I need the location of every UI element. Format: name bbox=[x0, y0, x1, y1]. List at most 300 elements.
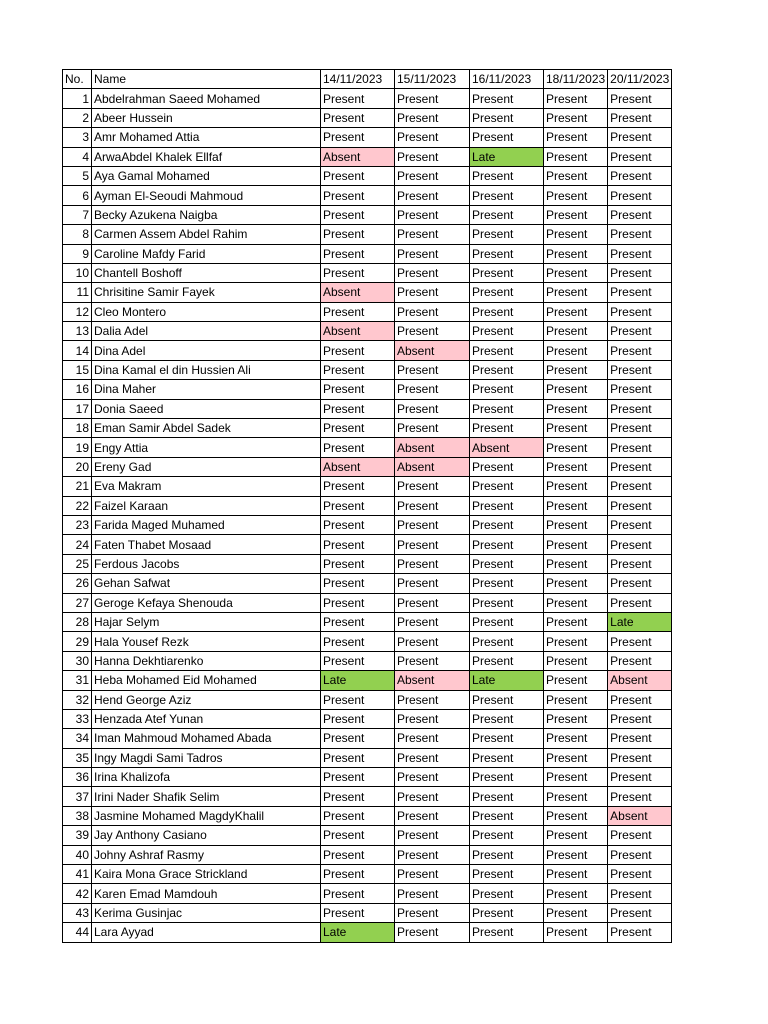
status-cell: Present bbox=[470, 651, 544, 670]
status-cell: Present bbox=[608, 380, 672, 399]
status-cell: Present bbox=[470, 612, 544, 631]
status-cell: Present bbox=[321, 515, 395, 534]
row-number-cell: 33 bbox=[63, 709, 92, 728]
status-cell: Present bbox=[544, 729, 608, 748]
row-number-cell: 10 bbox=[63, 263, 92, 282]
student-name-cell: Donia Saeed bbox=[92, 399, 321, 418]
row-number-cell: 32 bbox=[63, 690, 92, 709]
row-number-cell: 21 bbox=[63, 477, 92, 496]
status-cell: Present bbox=[608, 360, 672, 379]
status-cell: Present bbox=[321, 244, 395, 263]
status-cell: Present bbox=[470, 225, 544, 244]
student-name-cell: Ingy Magdi Sami Tadros bbox=[92, 748, 321, 767]
status-cell: Present bbox=[608, 865, 672, 884]
status-cell: Present bbox=[395, 787, 470, 806]
status-cell: Present bbox=[395, 632, 470, 651]
row-number-cell: 30 bbox=[63, 651, 92, 670]
status-cell: Present bbox=[321, 225, 395, 244]
status-cell: Present bbox=[470, 884, 544, 903]
status-cell: Present bbox=[470, 89, 544, 108]
status-cell: Present bbox=[470, 574, 544, 593]
student-name-cell: Jasmine Mohamed MagdyKhalil bbox=[92, 806, 321, 825]
status-cell: Present bbox=[544, 884, 608, 903]
status-cell: Present bbox=[544, 322, 608, 341]
table-row bbox=[63, 399, 672, 418]
status-cell: Present bbox=[544, 380, 608, 399]
status-cell: Present bbox=[470, 108, 544, 127]
status-cell: Present bbox=[544, 612, 608, 631]
table-row bbox=[63, 748, 672, 767]
status-cell: Present bbox=[608, 302, 672, 321]
status-cell: Present bbox=[321, 302, 395, 321]
status-cell: Present bbox=[544, 263, 608, 282]
status-cell: Present bbox=[544, 515, 608, 534]
status-cell: Present bbox=[544, 865, 608, 884]
row-number-cell: 17 bbox=[63, 399, 92, 418]
status-cell: Present bbox=[544, 826, 608, 845]
status-cell: Present bbox=[470, 806, 544, 825]
status-cell: Present bbox=[395, 845, 470, 864]
status-cell: Present bbox=[544, 186, 608, 205]
student-name-cell: Eva Makram bbox=[92, 477, 321, 496]
row-number-cell: 39 bbox=[63, 826, 92, 845]
status-cell: Present bbox=[544, 438, 608, 457]
table-row bbox=[63, 147, 672, 166]
row-number-cell: 37 bbox=[63, 787, 92, 806]
status-cell: Present bbox=[608, 108, 672, 127]
status-cell: Present bbox=[395, 593, 470, 612]
student-name-cell: Dalia Adel bbox=[92, 322, 321, 341]
status-cell: Present bbox=[608, 419, 672, 438]
status-cell: Present bbox=[395, 89, 470, 108]
status-cell: Present bbox=[321, 651, 395, 670]
status-cell: Present bbox=[608, 593, 672, 612]
table-row bbox=[63, 535, 672, 554]
status-cell: Present bbox=[321, 477, 395, 496]
table-row bbox=[63, 651, 672, 670]
student-name-cell: Amr Mohamed Attia bbox=[92, 128, 321, 147]
status-cell: Present bbox=[608, 748, 672, 767]
status-cell: Present bbox=[608, 535, 672, 554]
status-cell: Present bbox=[544, 632, 608, 651]
status-cell: Present bbox=[395, 729, 470, 748]
status-cell: Present bbox=[395, 477, 470, 496]
status-cell: Present bbox=[544, 205, 608, 224]
status-cell: Present bbox=[608, 438, 672, 457]
row-number-cell: 36 bbox=[63, 768, 92, 787]
status-cell: Present bbox=[608, 322, 672, 341]
student-name-cell: Kerima Gusinjac bbox=[92, 903, 321, 922]
status-cell: Present bbox=[395, 554, 470, 573]
student-name-cell: Engy Attia bbox=[92, 438, 321, 457]
status-cell: Present bbox=[608, 89, 672, 108]
status-cell: Present bbox=[608, 515, 672, 534]
student-name-cell: Karen Emad Mamdouh bbox=[92, 884, 321, 903]
status-cell: Present bbox=[395, 903, 470, 922]
attendance-table bbox=[62, 69, 672, 943]
status-cell: Present bbox=[470, 186, 544, 205]
status-cell: Late bbox=[321, 671, 395, 690]
table-row bbox=[63, 477, 672, 496]
status-cell: Present bbox=[608, 186, 672, 205]
status-cell: Present bbox=[321, 787, 395, 806]
status-cell: Present bbox=[470, 419, 544, 438]
status-cell: Present bbox=[470, 496, 544, 515]
status-cell: Present bbox=[321, 826, 395, 845]
status-cell: Present bbox=[321, 186, 395, 205]
student-name-cell: Dina Adel bbox=[92, 341, 321, 360]
status-cell: Present bbox=[544, 108, 608, 127]
status-cell: Present bbox=[321, 535, 395, 554]
table-row bbox=[63, 574, 672, 593]
status-cell: Present bbox=[544, 768, 608, 787]
status-cell: Present bbox=[544, 399, 608, 418]
status-cell: Absent bbox=[321, 283, 395, 302]
status-cell: Present bbox=[544, 671, 608, 690]
header-row bbox=[63, 70, 672, 89]
table-row bbox=[63, 787, 672, 806]
table-row bbox=[63, 89, 672, 108]
table-row bbox=[63, 263, 672, 282]
status-cell: Absent bbox=[395, 438, 470, 457]
table-row bbox=[63, 186, 672, 205]
status-cell: Present bbox=[395, 205, 470, 224]
table-row bbox=[63, 515, 672, 534]
status-cell: Present bbox=[395, 574, 470, 593]
row-number-cell: 18 bbox=[63, 419, 92, 438]
status-cell: Present bbox=[470, 302, 544, 321]
row-number-cell: 9 bbox=[63, 244, 92, 263]
student-name-cell: Johny Ashraf Rasmy bbox=[92, 845, 321, 864]
status-cell: Present bbox=[321, 845, 395, 864]
row-number-cell: 24 bbox=[63, 535, 92, 554]
status-cell: Present bbox=[608, 225, 672, 244]
row-number-cell: 2 bbox=[63, 108, 92, 127]
status-cell: Late bbox=[470, 671, 544, 690]
status-cell: Present bbox=[470, 709, 544, 728]
row-number-cell: 38 bbox=[63, 806, 92, 825]
student-name-cell: Irina Khalizofa bbox=[92, 768, 321, 787]
table-row bbox=[63, 457, 672, 476]
status-cell: Present bbox=[321, 709, 395, 728]
status-cell: Present bbox=[470, 748, 544, 767]
table-row bbox=[63, 360, 672, 379]
status-cell: Present bbox=[608, 709, 672, 728]
status-cell: Absent bbox=[395, 457, 470, 476]
student-name-cell: Gehan Safwat bbox=[92, 574, 321, 593]
student-name-cell: Geroge Kefaya Shenouda bbox=[92, 593, 321, 612]
status-cell: Present bbox=[544, 89, 608, 108]
status-cell: Present bbox=[321, 806, 395, 825]
status-cell: Present bbox=[470, 515, 544, 534]
status-cell: Present bbox=[544, 903, 608, 922]
status-cell: Present bbox=[608, 399, 672, 418]
status-cell: Present bbox=[395, 108, 470, 127]
status-cell: Present bbox=[395, 302, 470, 321]
status-cell: Present bbox=[470, 554, 544, 573]
table-row bbox=[63, 438, 672, 457]
status-cell: Absent bbox=[608, 671, 672, 690]
table-row bbox=[63, 322, 672, 341]
status-cell: Absent bbox=[321, 457, 395, 476]
status-cell: Present bbox=[395, 263, 470, 282]
table-row bbox=[63, 884, 672, 903]
student-name-cell: Abeer Hussein bbox=[92, 108, 321, 127]
status-cell: Present bbox=[395, 748, 470, 767]
row-number-cell: 11 bbox=[63, 283, 92, 302]
status-cell: Present bbox=[395, 496, 470, 515]
status-cell: Present bbox=[321, 632, 395, 651]
row-number-cell: 19 bbox=[63, 438, 92, 457]
table-row bbox=[63, 593, 672, 612]
status-cell: Present bbox=[470, 632, 544, 651]
row-number-cell: 41 bbox=[63, 865, 92, 884]
status-cell: Present bbox=[544, 554, 608, 573]
row-number-cell: 26 bbox=[63, 574, 92, 593]
status-cell: Present bbox=[544, 535, 608, 554]
status-cell: Present bbox=[395, 826, 470, 845]
row-number-cell: 44 bbox=[63, 923, 92, 942]
row-number-cell: 13 bbox=[63, 322, 92, 341]
status-cell: Present bbox=[544, 651, 608, 670]
row-number-cell: 12 bbox=[63, 302, 92, 321]
status-cell: Present bbox=[544, 845, 608, 864]
table-row bbox=[63, 845, 672, 864]
table-row bbox=[63, 806, 672, 825]
status-cell: Present bbox=[395, 166, 470, 185]
status-cell: Present bbox=[608, 205, 672, 224]
student-name-cell: Dina Kamal el din Hussien Ali bbox=[92, 360, 321, 379]
student-name-cell: Hala Yousef Rezk bbox=[92, 632, 321, 651]
status-cell: Present bbox=[395, 147, 470, 166]
status-cell: Present bbox=[544, 128, 608, 147]
student-name-cell: Caroline Mafdy Farid bbox=[92, 244, 321, 263]
status-cell: Present bbox=[395, 225, 470, 244]
row-number-cell: 34 bbox=[63, 729, 92, 748]
status-cell: Present bbox=[544, 283, 608, 302]
row-number-cell: 8 bbox=[63, 225, 92, 244]
status-cell: Present bbox=[395, 399, 470, 418]
status-cell: Present bbox=[470, 690, 544, 709]
student-name-cell: Chantell Boshoff bbox=[92, 263, 321, 282]
table-row bbox=[63, 108, 672, 127]
status-cell: Present bbox=[395, 380, 470, 399]
student-name-cell: Eman Samir Abdel Sadek bbox=[92, 419, 321, 438]
status-cell: Present bbox=[470, 477, 544, 496]
status-cell: Present bbox=[544, 244, 608, 263]
table-row bbox=[63, 923, 672, 942]
table-row bbox=[63, 419, 672, 438]
student-name-cell: Faten Thabet Mosaad bbox=[92, 535, 321, 554]
table-row bbox=[63, 729, 672, 748]
row-number-cell: 1 bbox=[63, 89, 92, 108]
row-number-cell: 23 bbox=[63, 515, 92, 534]
table-row bbox=[63, 283, 672, 302]
header-cell-date: 20/11/2023 bbox=[608, 70, 672, 89]
table-row bbox=[63, 632, 672, 651]
status-cell: Present bbox=[608, 574, 672, 593]
table-row bbox=[63, 128, 672, 147]
status-cell: Present bbox=[608, 690, 672, 709]
status-cell: Present bbox=[395, 884, 470, 903]
status-cell: Present bbox=[395, 612, 470, 631]
status-cell: Present bbox=[470, 205, 544, 224]
table-row bbox=[63, 612, 672, 631]
status-cell: Present bbox=[544, 574, 608, 593]
student-name-cell: Kaira Mona Grace Strickland bbox=[92, 865, 321, 884]
student-name-cell: ArwaAbdel Khalek Ellfaf bbox=[92, 147, 321, 166]
table-row bbox=[63, 903, 672, 922]
status-cell: Present bbox=[608, 729, 672, 748]
status-cell: Absent bbox=[321, 147, 395, 166]
table-row bbox=[63, 205, 672, 224]
status-cell: Present bbox=[321, 360, 395, 379]
status-cell: Present bbox=[608, 845, 672, 864]
header-cell-date: 18/11/2023 bbox=[544, 70, 608, 89]
table-row bbox=[63, 865, 672, 884]
student-name-cell: Irini Nader Shafik Selim bbox=[92, 787, 321, 806]
row-number-cell: 31 bbox=[63, 671, 92, 690]
status-cell: Present bbox=[395, 283, 470, 302]
table-row bbox=[63, 768, 672, 787]
table-row bbox=[63, 244, 672, 263]
status-cell: Present bbox=[470, 729, 544, 748]
row-number-cell: 27 bbox=[63, 593, 92, 612]
table-row bbox=[63, 496, 672, 515]
status-cell: Present bbox=[608, 477, 672, 496]
table-row bbox=[63, 302, 672, 321]
row-number-cell: 42 bbox=[63, 884, 92, 903]
status-cell: Present bbox=[321, 690, 395, 709]
status-cell: Present bbox=[321, 748, 395, 767]
status-cell: Present bbox=[608, 923, 672, 942]
student-name-cell: Ereny Gad bbox=[92, 457, 321, 476]
status-cell: Present bbox=[321, 128, 395, 147]
status-cell: Present bbox=[544, 787, 608, 806]
status-cell: Late bbox=[608, 612, 672, 631]
student-name-cell: Hanna Dekhtiarenko bbox=[92, 651, 321, 670]
status-cell: Present bbox=[321, 89, 395, 108]
status-cell: Present bbox=[544, 225, 608, 244]
status-cell: Absent bbox=[470, 438, 544, 457]
header-cell-no: No. bbox=[63, 70, 92, 89]
status-cell: Present bbox=[608, 263, 672, 282]
status-cell: Present bbox=[470, 903, 544, 922]
student-name-cell: Hajar Selym bbox=[92, 612, 321, 631]
row-number-cell: 29 bbox=[63, 632, 92, 651]
table-row bbox=[63, 380, 672, 399]
status-cell: Present bbox=[608, 787, 672, 806]
row-number-cell: 6 bbox=[63, 186, 92, 205]
student-name-cell: Henzada Atef Yunan bbox=[92, 709, 321, 728]
status-cell: Absent bbox=[395, 341, 470, 360]
status-cell: Present bbox=[321, 419, 395, 438]
status-cell: Present bbox=[395, 322, 470, 341]
status-cell: Present bbox=[608, 903, 672, 922]
status-cell: Present bbox=[395, 806, 470, 825]
row-number-cell: 14 bbox=[63, 341, 92, 360]
status-cell: Present bbox=[608, 166, 672, 185]
status-cell: Present bbox=[608, 457, 672, 476]
status-cell: Present bbox=[395, 360, 470, 379]
student-name-cell: Ayman El-Seoudi Mahmoud bbox=[92, 186, 321, 205]
status-cell: Absent bbox=[395, 671, 470, 690]
status-cell: Present bbox=[608, 651, 672, 670]
status-cell: Present bbox=[470, 166, 544, 185]
status-cell: Present bbox=[321, 263, 395, 282]
status-cell: Present bbox=[544, 341, 608, 360]
student-name-cell: Dina Maher bbox=[92, 380, 321, 399]
row-number-cell: 4 bbox=[63, 147, 92, 166]
student-name-cell: Farida Maged Muhamed bbox=[92, 515, 321, 534]
status-cell: Present bbox=[608, 884, 672, 903]
status-cell: Present bbox=[395, 535, 470, 554]
header-cell-date: 14/11/2023 bbox=[321, 70, 395, 89]
row-number-cell: 16 bbox=[63, 380, 92, 399]
header-cell-date: 15/11/2023 bbox=[395, 70, 470, 89]
status-cell: Present bbox=[470, 593, 544, 612]
row-number-cell: 35 bbox=[63, 748, 92, 767]
status-cell: Present bbox=[470, 457, 544, 476]
status-cell: Present bbox=[544, 457, 608, 476]
status-cell: Present bbox=[470, 360, 544, 379]
row-number-cell: 28 bbox=[63, 612, 92, 631]
table-row bbox=[63, 671, 672, 690]
status-cell: Present bbox=[395, 244, 470, 263]
student-name-cell: Iman Mahmoud Mohamed Abada bbox=[92, 729, 321, 748]
status-cell: Present bbox=[470, 923, 544, 942]
status-cell: Present bbox=[544, 690, 608, 709]
student-name-cell: Carmen Assem Abdel Rahim bbox=[92, 225, 321, 244]
status-cell: Present bbox=[470, 845, 544, 864]
table-row bbox=[63, 225, 672, 244]
table-row bbox=[63, 554, 672, 573]
student-name-cell: Chrisitine Samir Fayek bbox=[92, 283, 321, 302]
student-name-cell: Hend George Aziz bbox=[92, 690, 321, 709]
student-name-cell: Ferdous Jacobs bbox=[92, 554, 321, 573]
status-cell: Present bbox=[544, 477, 608, 496]
row-number-cell: 25 bbox=[63, 554, 92, 573]
status-cell: Present bbox=[608, 554, 672, 573]
status-cell: Present bbox=[470, 535, 544, 554]
status-cell: Present bbox=[608, 496, 672, 515]
status-cell: Absent bbox=[321, 322, 395, 341]
student-name-cell: Jay Anthony Casiano bbox=[92, 826, 321, 845]
attendance-table-body bbox=[63, 70, 672, 943]
status-cell: Present bbox=[544, 302, 608, 321]
status-cell: Present bbox=[321, 496, 395, 515]
status-cell: Present bbox=[470, 787, 544, 806]
status-cell: Present bbox=[608, 283, 672, 302]
status-cell: Present bbox=[470, 283, 544, 302]
status-cell: Late bbox=[470, 147, 544, 166]
student-name-cell: Faizel Karaan bbox=[92, 496, 321, 515]
status-cell: Present bbox=[544, 166, 608, 185]
status-cell: Present bbox=[544, 147, 608, 166]
status-cell: Present bbox=[470, 263, 544, 282]
row-number-cell: 43 bbox=[63, 903, 92, 922]
status-cell: Present bbox=[470, 865, 544, 884]
status-cell: Present bbox=[395, 923, 470, 942]
status-cell: Present bbox=[544, 923, 608, 942]
row-number-cell: 20 bbox=[63, 457, 92, 476]
student-name-cell: Lara Ayyad bbox=[92, 923, 321, 942]
status-cell: Present bbox=[321, 399, 395, 418]
row-number-cell: 15 bbox=[63, 360, 92, 379]
status-cell: Present bbox=[321, 574, 395, 593]
status-cell: Present bbox=[395, 515, 470, 534]
status-cell: Present bbox=[395, 709, 470, 728]
